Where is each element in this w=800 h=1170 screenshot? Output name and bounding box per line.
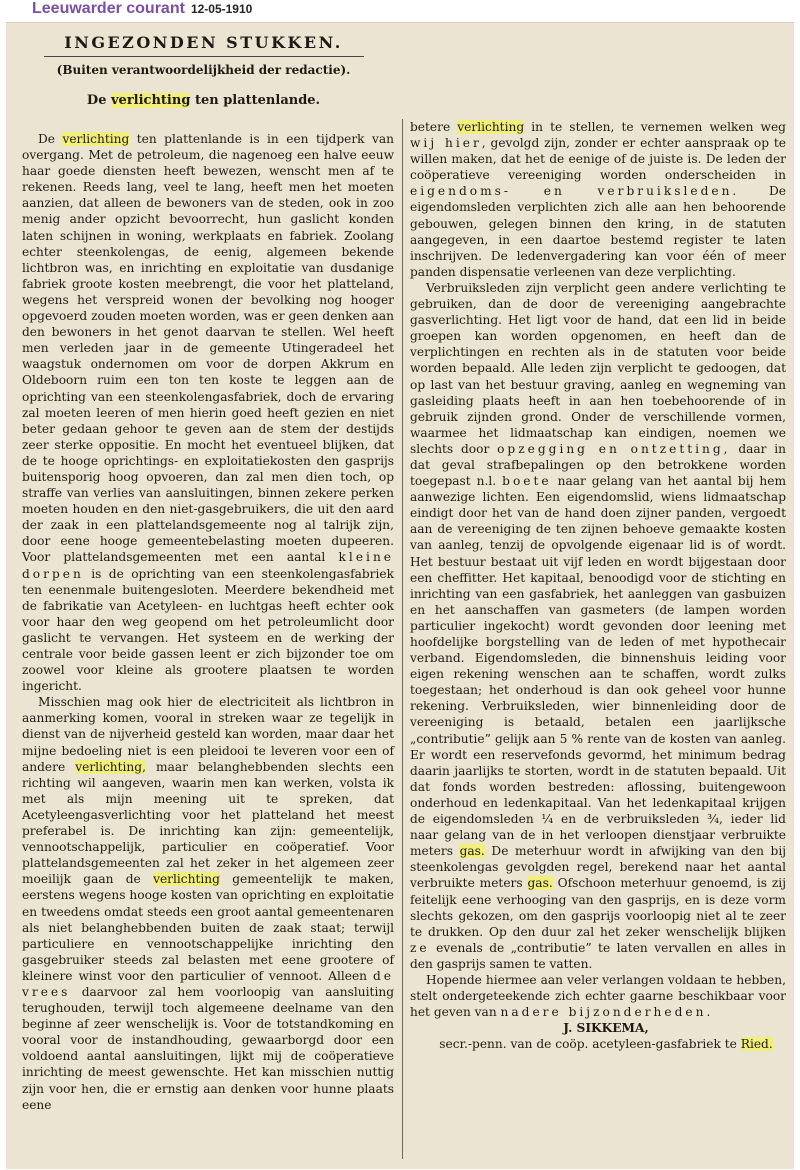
search-highlight: verlichting — [153, 872, 220, 887]
spaced-text: nadere bijzonderheden. — [500, 1005, 714, 1020]
section-header — [6, 31, 401, 108]
article-title-word: De — [86, 93, 107, 108]
article-column-right — [410, 119, 786, 1164]
article-title-rest: ten plattenlande. — [194, 93, 321, 108]
section-subtitle: (Buiten verantwoordelijkheid der redactie). — [56, 63, 351, 77]
paragraph: Misschien mag ook hier de electriciteit als lichtbron in aanmerking komen, vooral in streken waar ze tegelijk in dienst van de nijverheid gesteld kan worden, maar daar het mijne bedoeling niet is een pleidooi te leveren voor een of andere verlichting, maar belanghebbenden slechts een richting wil aangeven, waarin men kan werken, volsta ik met als mijn meening uit te spreken, dat Acetyleengasverlichting voor het platteland het meest preferabel is. De inrichting kan zijn: gemeentelijk, vennootschappelijk, particulier en coöperatief. Voor plattelandsgemeenten zal het zeker in het algemeen zeer moeilijk gaan de verlichting gemeentelijk te maken, eerstens wegens hooge kosten van oprichting en exploitatie en tweedens omdat steeds een groot aantal gemeentenaren als niet belanghebbenden buiten de zaak staat; terwijl particuliere en vennootschappelijke inrichting den gasgebruiker steeds zal belasten met eene grootere of kleinere winst voor den particulier of vennoot. Alleen de vrees daarvoor zal hem voorloopig van aansluiting terughouden, terwijl toch algemeene deelname van den beginne af zeer wenschelijk is. Voor de totstandkoming en vooral voor de instandhouding, gewaarborgd door een voldoend aantal aansluitingen, lijkt mij de coöperatieve inrichting de meest gewenschte. Het kan misschien nuttig zijn voor hen, die er ernstig aan denken voor hunne plaats eene — [22, 695, 395, 1112]
newspaper-clipping — [6, 22, 794, 1169]
publication-date: 12-05-1910 — [190, 2, 253, 16]
title-rule — [44, 56, 364, 57]
paragraph: Verbruiksleden zijn verplicht geen andere verlichting te gebruiken, dan de door de vereeniging aangebrachte gasverlichting. Het ligt voor de hand, dat een lid in beide groepen kan worden opgenomen, en heeft dan de verplichtingen en rechten als in de statuten voor beide worden bepaald. Alle leden zijn verplicht te gedoogen, dat op last van het bestuur graving, aanleg en wegneming van gasleiding plaats heeft in aan hen toebehoorende of in gebruik zijnden grond. Onder de verschillende vormen, waarmee het lidmaatschap kan eindigen, noemen we slechts door opzegging en ontzetting, daar in dat geval strafbepalingen op den betrokkene worden toegepast n.l. boete naar gelang van het aantal bij hem aanwezige lichten. Een eigendomslid, wiens lidmaatschap eindigt door het van de hand doen zijner panden, vergoedt aan de vereeniging de ten zijnen behoeve gemaakte kosten van aanleg, tenzij de opvolgende eigenaar lid is of wordt. Het bestuur bestaat uit vijf leden en wordt bijgestaan door een cheffitter. Het kapitaal, benoodigd voor de stichting en inrichting van een gasfabriek, het aanleggen van gasbuizen en het aanschaffen van gasmeters (de lampen worden particulier ingekocht) wordt gevonden door leening met hoofdelijke borgstelling van de leden of met hypothecair verband. Eigendomsleden, die binnenshuis leiding voor eigen rekening wenschen aan te schaffen, wordt zulks toegestaan; het onderhoud is dan ook geheel voor hunne rekening. Verbruiksleden, wier binnenleiding door de vereeniging is betaald, betalen een jaarlijksche „contributie” gelijk aan 5 % rente van de kosten van aanleg. Er wordt een reservefonds gevormd, het minimum bedrag daarin jaarlijks te storten, wordt in de statuten bepaald. Uit dat fonds worden bestreden: aflossing, buitengewoon onderhoud en ledenkapitaal. Van het ledenkapitaal krijgen de eigendomsleden ¼ en de verbruiksleden ¾, ieder lid naar gelang van de in het verloopen dienstjaar verbruikte meters gas. De meterhuur wordt in afwijking van den bij steenkolengas gevolgden regel, berekend naar het aantal verbruikte meters gas. Ofschoon meterhuur genoemd, is zij feitelijk eene verhooging van den gasprijs, en is deze vorm slechts gekozen, om den gasprijs voorloopig niet al te zeer te drukken. Op den duur zal het zeker wenschelijk blijken ze evenals de „contributie” te laten vervallen en alles in den gasprijs samen te vatten. — [410, 280, 787, 971]
search-highlight: Ried. — [740, 1037, 773, 1052]
paragraph: De verlichting ten plattenlande is in een tijdperk van overgang. Met de petroleum, die nagenoeg een halve eeuw haar goede diensten heeft bewezen, wenscht men af te rekenen. Reeds lang, veel te lang, heeft men het moeten aanzien, dat alleen de bewoners van de steden, ook in zoo menig ander opzicht bevoorrecht, hun gaslicht konden laten schijnen in woning, werkplaats en fabriek. Zoolang echter steenkolengas, de eenig, algemeen bekende lichtbron was, en inrichting en exploitatie van dusdanige fabriek groote kosten meebrengt, die voor het platteland, wegens het verspreid wonen der bevolking nog hooger opgevoerd zouden moeten worden, was er geen denken aan den bewoners in het genot daarvan te stellen. Wel heeft men verleden jaar in de gemeente Utingeradeel het waagstuk ondernomen om voor de dorpen Akkrum en Oldeboorn ruim een ton ten koste te leggen aan de oprichting van een steenkolengasfabriek, doch de ervaring zal moeten leeren of men hierin goed heeft gezien en niet beter gedaan gehoor te geven aan de stem der destijds zeer sterke oppositie. En mocht het eventueel blijken, dat de te hooge oprichtings- en exploitatiekosten den gasprijs buitensporig hoog opvoeren, dan zal men dien toch, op straffe van verlies van aansluitingen, binnen zekere perken moeten houden en den niet-gasgebruikers, die uit den aard der zaak in een plattelandsgemeente nog al talrijk zijn, door eene hooge gemeentebelasting moeten dupeeren. Voor plattelandsgemeenten met een aantal kleine dorpen is de oprichting van een steenkolengasfabriek ten eenenmale buitengesloten. Meerdere bekendheid met de fabrikatie van Acetyleen- en luchtgas heeft echter ook voor haar den weg geopend om het petroleumlicht door gaslicht te vervangen. Het systeem en de werking der centrale voor beide gassen leent er zich bijzonder toe om zoowel voor kleine als grootere plaatsen te worden ingericht. — [22, 132, 395, 694]
column-divider — [402, 119, 403, 1159]
search-highlight: verlichting — [62, 132, 130, 146]
paragraph: Hopende hiermee aan veler verlangen voldaan te hebben, stelt ondergeteekende zich echter gaarne beschikbaar voor het geven van nadere bijzonderheden. — [410, 972, 786, 1020]
spaced-text: wij hier — [410, 136, 482, 151]
search-highlight: verlichting — [457, 120, 525, 134]
spaced-text: de vrees — [22, 968, 394, 999]
section-title: INGEZONDEN STUKKEN. — [64, 33, 343, 52]
search-highlight: gas. — [527, 876, 553, 891]
search-highlight: gas. — [459, 844, 485, 859]
article-title — [6, 93, 401, 108]
source-bar — [0, 0, 395, 22]
signature: J. SIKKEMA, — [563, 1021, 649, 1036]
paragraph: betere verlichting in te stellen, te vernemen welken weg wij hier, gevolgd zijn, zonder er echter aanspraak op te willen maken, dat het de eenige of de juiste is. De leden der coöperatieve vereeniging worden onderscheiden in eigendoms- en verbruiksleden. De eigendomsleden verplichten zich alle aan hen behoorende gebouwen, gelegen binnen den kring, in de statuten aangegeven, in een daartoe bestemd register te laten inschrijven. De ledenvergadering kan voor één of meer panden dispensatie verleenen van deze verplichting. — [410, 120, 787, 279]
spaced-text: kleine dorpen — [22, 550, 395, 581]
search-highlight: verlichting — [111, 93, 191, 108]
spaced-text: opzegging en ontzetting, — [497, 441, 731, 456]
spaced-text: ze — [410, 940, 430, 955]
spaced-text: boete — [502, 474, 552, 489]
search-highlight: verlichting, — [75, 759, 146, 774]
spaced-text: eigendoms- en verbruiksleden. — [410, 184, 740, 199]
newspaper-name[interactable]: Leeuwarder courant — [32, 0, 185, 17]
article-column-left — [22, 131, 394, 1166]
signatory-title: secr.-penn. van de coöp. acetyleen-gasfabriek te Ried. — [439, 1037, 773, 1052]
